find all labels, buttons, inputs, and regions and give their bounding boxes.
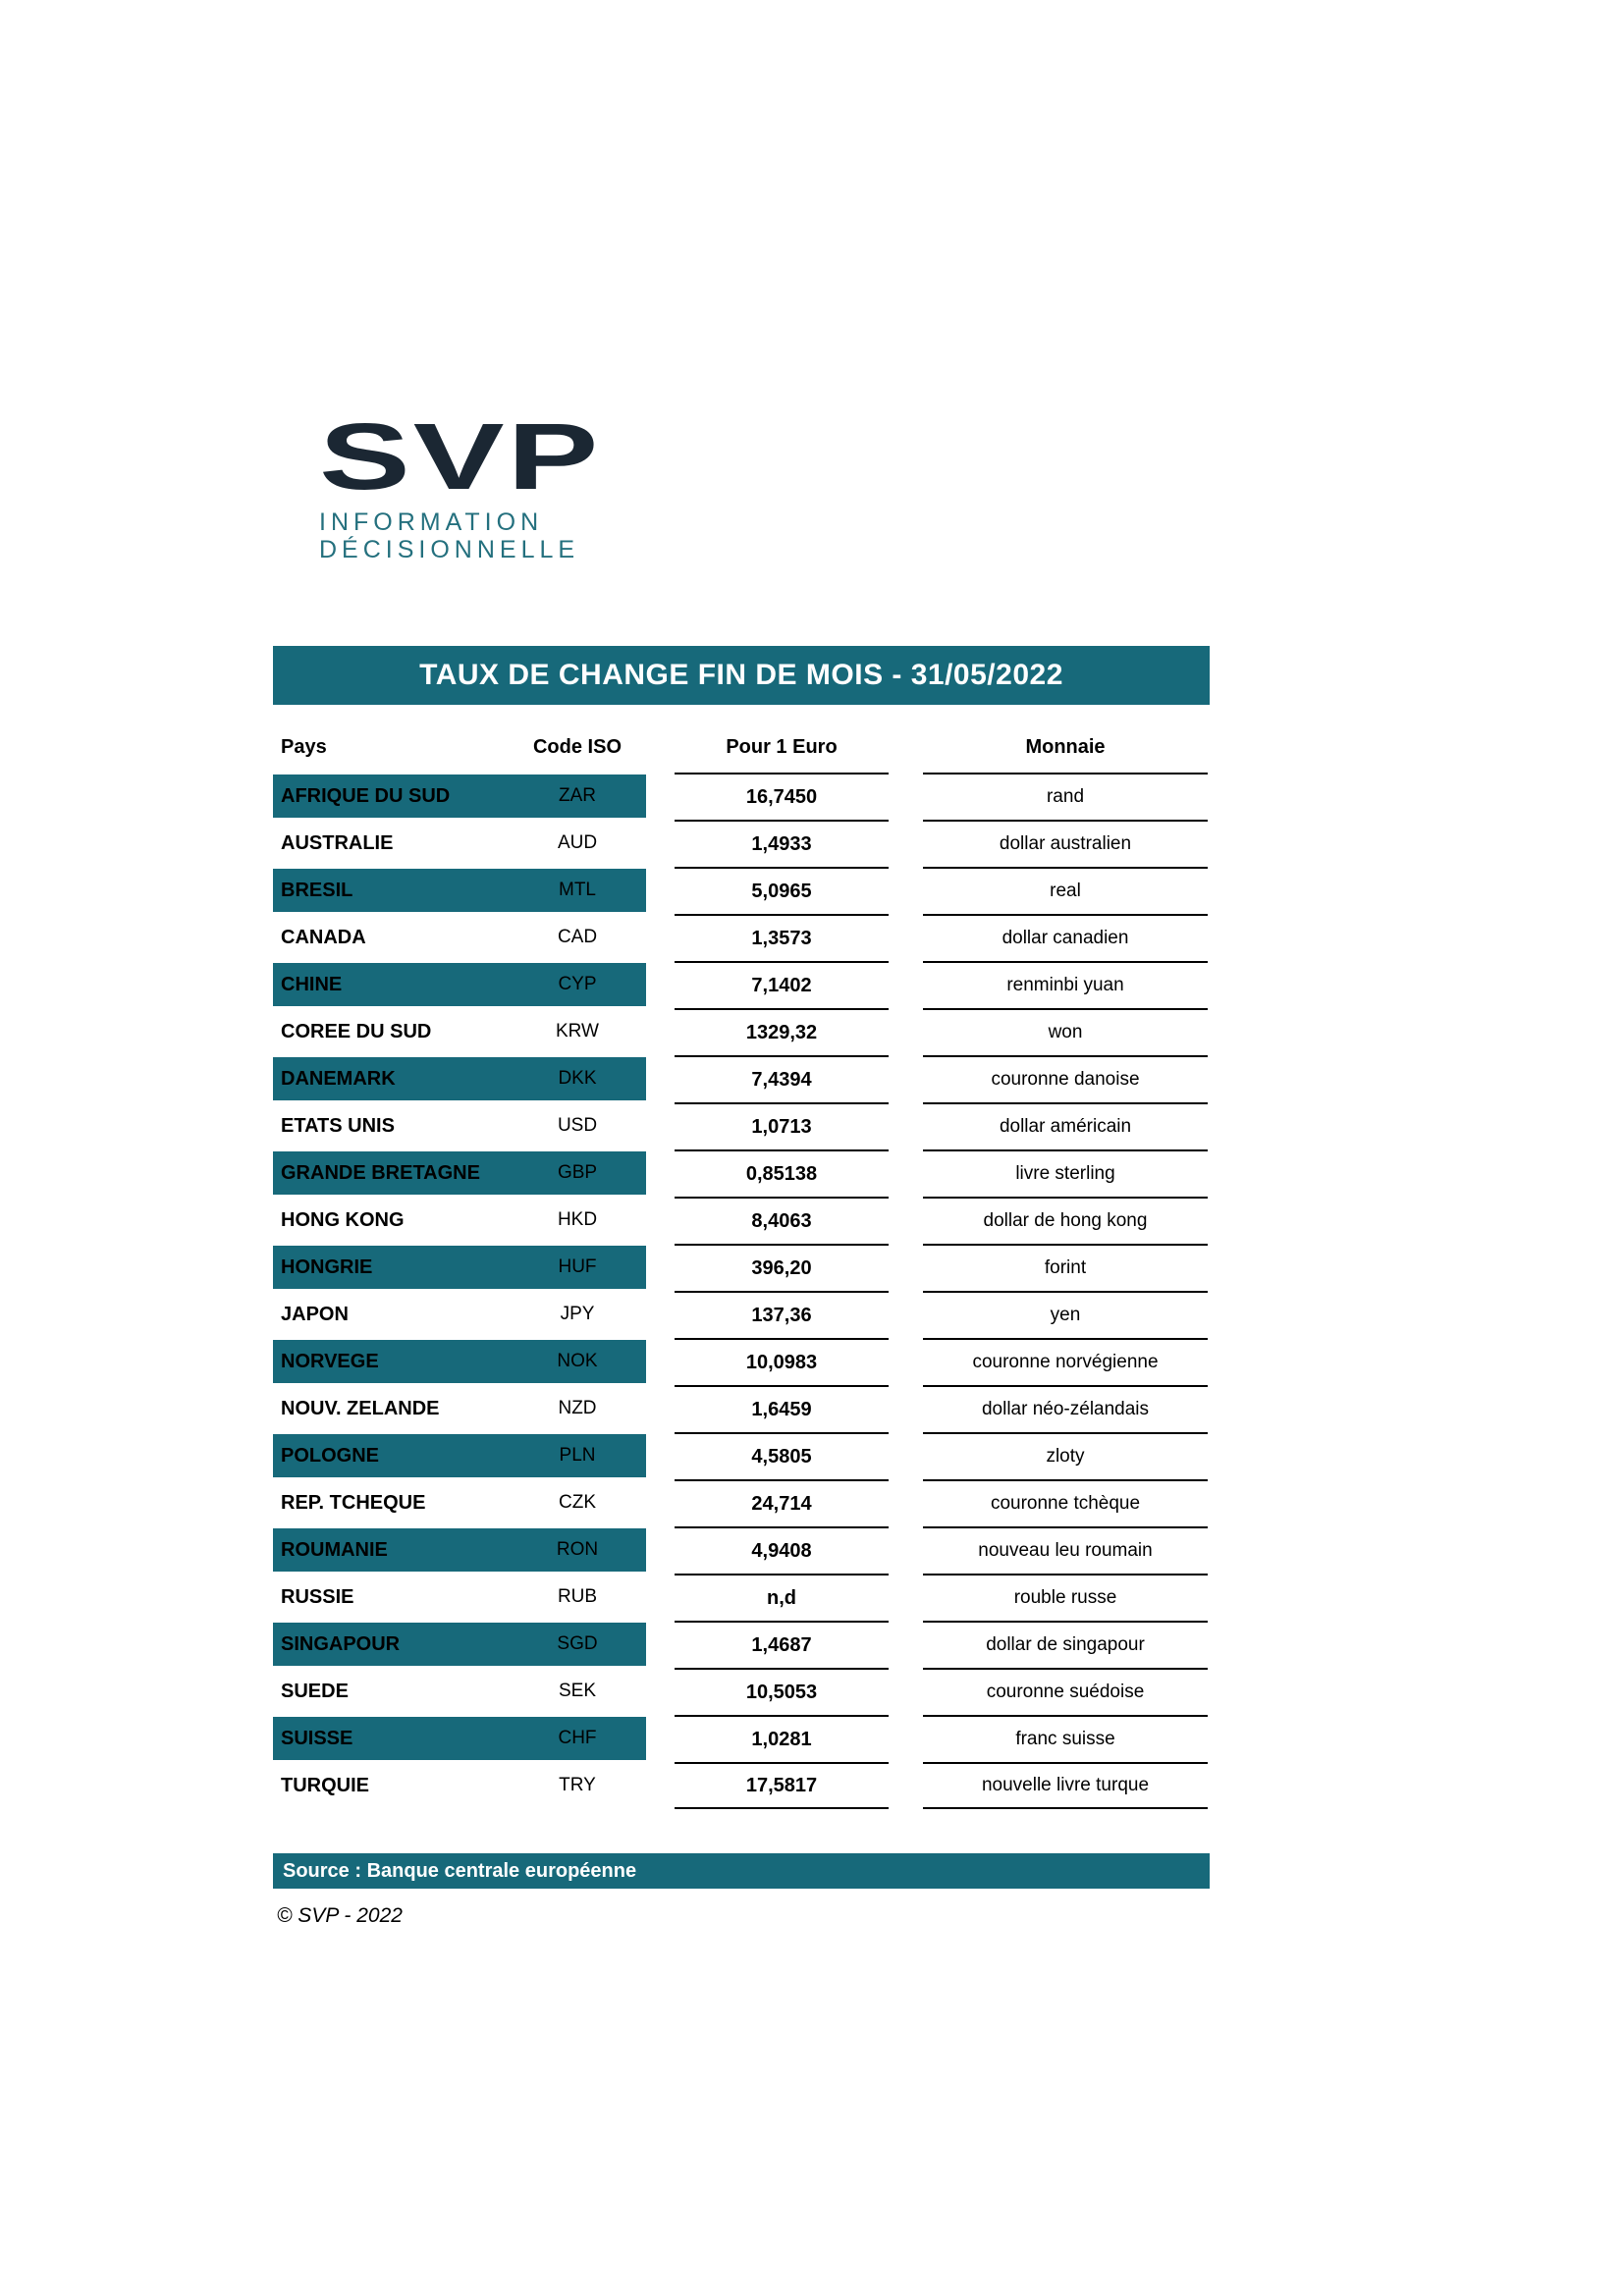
rate-value: 1329,32 (745, 1021, 818, 1043)
table-row (273, 820, 1210, 867)
table-row (273, 1197, 1210, 1244)
rate-value: 396,20 (751, 1256, 812, 1279)
rate-cell (675, 914, 889, 961)
country-cell (273, 1528, 646, 1572)
title-bar (273, 646, 1210, 705)
currency-cell (923, 773, 1208, 820)
iso-code: TRY (559, 1775, 596, 1795)
country-name: HONGRIE (281, 1255, 373, 1278)
iso-code: RON (556, 1539, 599, 1560)
country-name: ETATS UNIS (281, 1114, 395, 1137)
svp-logo-subtitle-line2: DÉCISIONNELLE (319, 536, 580, 563)
rate-value: 7,4394 (751, 1068, 812, 1091)
table-row (273, 1574, 1210, 1621)
rate-cell (675, 961, 889, 1008)
iso-code: CYP (558, 974, 597, 994)
currency-name: dollar de singapour (986, 1634, 1145, 1655)
iso-code: HKD (557, 1209, 598, 1230)
country-cell (273, 1717, 646, 1760)
currency-name: couronne danoise (991, 1069, 1140, 1090)
rate-cell (675, 1526, 889, 1574)
rate-value: 4,9408 (751, 1539, 812, 1562)
country-cell (273, 1293, 646, 1336)
iso-code: ZAR (559, 785, 596, 806)
currency-name: couronne suédoise (986, 1682, 1145, 1702)
table-header-row (273, 730, 1210, 773)
country-cell (273, 774, 646, 818)
currency-cell (923, 1197, 1208, 1244)
header-code-iso: Code ISO (532, 736, 622, 758)
country-cell (273, 1104, 646, 1148)
rate-value: 8,4063 (751, 1209, 812, 1232)
currency-name: nouveau leu roumain (978, 1540, 1153, 1561)
table-row (273, 1432, 1210, 1479)
currency-cell (923, 1715, 1208, 1762)
currency-name: rouble russe (1013, 1587, 1117, 1608)
currency-cell (923, 1008, 1208, 1055)
header-monnaie: Monnaie (1025, 736, 1106, 758)
currency-name: couronne norvégienne (972, 1352, 1159, 1372)
country-name: DANEMARK (281, 1067, 396, 1090)
rate-value: 0,85138 (745, 1162, 818, 1185)
country-cell (273, 1199, 646, 1242)
table-row (273, 961, 1210, 1008)
iso-code: CZK (559, 1492, 596, 1513)
svp-logo-subtitle-line1: INFORMATION (319, 508, 544, 536)
rate-value: n,d (767, 1586, 796, 1609)
rate-value: 17,5817 (745, 1774, 818, 1796)
table-row (273, 1244, 1210, 1291)
country-name: TURQUIE (281, 1774, 369, 1796)
table-row (273, 773, 1210, 820)
table-row (273, 1055, 1210, 1102)
rate-cell (675, 1432, 889, 1479)
country-name: RUSSIE (281, 1585, 354, 1608)
rate-cell (675, 1762, 889, 1809)
rate-value: 10,5053 (745, 1681, 818, 1703)
page-title: TAUX DE CHANGE FIN DE MOIS - 31/05/2022 (419, 659, 1063, 691)
currency-name: dollar canadien (1001, 928, 1129, 948)
currency-name: franc suisse (1015, 1729, 1115, 1749)
currency-cell (923, 1102, 1208, 1149)
rate-cell (675, 1385, 889, 1432)
country-cell (273, 1764, 646, 1807)
table-row (273, 1385, 1210, 1432)
currency-cell (923, 1291, 1208, 1338)
table-row (273, 1621, 1210, 1668)
country-cell (273, 1670, 646, 1713)
iso-code: HUF (558, 1256, 597, 1277)
source-text: Source : Banque centrale européenne (283, 1859, 637, 1882)
currency-name: renminbi yuan (1006, 975, 1124, 995)
header-pays: Pays (281, 736, 327, 758)
rate-value: 1,4687 (751, 1633, 812, 1656)
iso-code: NZD (558, 1398, 597, 1418)
iso-code: USD (557, 1115, 598, 1136)
currency-name: forint (1044, 1257, 1087, 1278)
table-row (273, 1338, 1210, 1385)
table-row (273, 1715, 1210, 1762)
iso-code: SGD (557, 1633, 598, 1654)
iso-code: KRW (556, 1021, 599, 1041)
currency-cell (923, 820, 1208, 867)
table-row (273, 1526, 1210, 1574)
currency-name: dollar de hong kong (983, 1210, 1148, 1231)
country-cell (273, 822, 646, 865)
country-cell (273, 963, 646, 1006)
currency-cell (923, 867, 1208, 914)
country-name: SINGAPOUR (281, 1632, 401, 1655)
rate-cell (675, 1715, 889, 1762)
svp-logo-wordmark: SVP (319, 404, 602, 509)
rate-cell (675, 820, 889, 867)
iso-code: AUD (557, 832, 598, 853)
country-name: JAPON (281, 1303, 349, 1325)
rate-value: 5,0965 (751, 880, 812, 902)
rate-value: 24,714 (751, 1492, 812, 1515)
country-cell (273, 1575, 646, 1619)
currency-name: won (1048, 1022, 1083, 1042)
rate-value: 10,0983 (745, 1351, 818, 1373)
iso-code: PLN (559, 1445, 596, 1466)
country-cell (273, 1246, 646, 1289)
currency-name: couronne tchèque (990, 1493, 1141, 1514)
currency-name: real (1050, 881, 1081, 901)
table-row (273, 1762, 1210, 1809)
country-cell (273, 1057, 646, 1100)
rate-value: 16,7450 (745, 785, 818, 808)
rate-value: 7,1402 (751, 974, 812, 996)
rate-cell (675, 1621, 889, 1668)
rate-value: 137,36 (751, 1304, 812, 1326)
currency-cell (923, 1432, 1208, 1479)
currency-cell (923, 914, 1208, 961)
source-bar (273, 1853, 1210, 1889)
header-pour-1-euro: Pour 1 Euro (726, 736, 838, 758)
rate-cell (675, 1668, 889, 1715)
country-name: REP. TCHEQUE (281, 1491, 426, 1514)
currency-cell (923, 1762, 1208, 1809)
iso-code: SEK (558, 1681, 597, 1701)
currency-cell (923, 1574, 1208, 1621)
iso-code: CAD (557, 927, 598, 947)
country-name: HONG KONG (281, 1208, 405, 1231)
currency-cell (923, 1479, 1208, 1526)
country-name: CHINE (281, 973, 343, 995)
currency-name: zloty (1046, 1446, 1085, 1467)
country-cell (273, 1010, 646, 1053)
country-cell (273, 916, 646, 959)
country-cell (273, 1623, 646, 1666)
table-row (273, 1149, 1210, 1197)
country-name: CANADA (281, 926, 366, 948)
currency-cell (923, 1244, 1208, 1291)
country-cell (273, 1481, 646, 1524)
currency-cell (923, 1149, 1208, 1197)
currency-cell (923, 1055, 1208, 1102)
currency-name: dollar australien (999, 833, 1132, 854)
table-row (273, 914, 1210, 961)
country-name: AFRIQUE DU SUD (281, 784, 451, 807)
rate-cell (675, 1197, 889, 1244)
rate-value: 4,5805 (751, 1445, 812, 1468)
rate-cell (675, 1338, 889, 1385)
table-row (273, 867, 1210, 914)
table-row (273, 1668, 1210, 1715)
currency-name: nouvelle livre turque (981, 1775, 1150, 1795)
iso-code: CHF (558, 1728, 597, 1748)
rate-value: 1,3573 (751, 927, 812, 949)
rate-cell (675, 1008, 889, 1055)
country-name: NOUV. ZELANDE (281, 1397, 440, 1419)
iso-code: JPY (560, 1304, 595, 1324)
rate-value: 1,0713 (751, 1115, 812, 1138)
rate-value: 1,4933 (751, 832, 812, 855)
country-name: ROUMANIE (281, 1538, 388, 1561)
rate-value: 1,6459 (751, 1398, 812, 1420)
country-name: POLOGNE (281, 1444, 380, 1467)
country-name: BRESIL (281, 879, 353, 901)
country-name: SUEDE (281, 1680, 349, 1702)
country-name: SUISSE (281, 1727, 353, 1749)
iso-code: RUB (557, 1586, 598, 1607)
svp-logo (319, 404, 602, 563)
country-name: AUSTRALIE (281, 831, 394, 854)
table-body (273, 773, 1210, 1809)
rate-cell (675, 1244, 889, 1291)
table-row (273, 1291, 1210, 1338)
currency-name: livre sterling (1015, 1163, 1115, 1184)
rate-cell (675, 773, 889, 820)
table-row (273, 1479, 1210, 1526)
rate-cell (675, 1055, 889, 1102)
rate-value: 1,0281 (751, 1728, 812, 1750)
rate-cell (675, 1291, 889, 1338)
rate-cell (675, 1102, 889, 1149)
currency-name: dollar néo-zélandais (981, 1399, 1150, 1419)
currency-name: rand (1046, 786, 1085, 807)
country-cell (273, 1387, 646, 1430)
currency-cell (923, 1338, 1208, 1385)
currency-cell (923, 1621, 1208, 1668)
country-name: GRANDE BRETAGNE (281, 1161, 480, 1184)
currency-cell (923, 961, 1208, 1008)
currency-name: yen (1050, 1305, 1081, 1325)
exchange-rate-table (273, 730, 1210, 1809)
currency-cell (923, 1385, 1208, 1432)
iso-code: MTL (559, 880, 596, 900)
rate-cell (675, 1149, 889, 1197)
iso-code: GBP (557, 1162, 598, 1183)
country-cell (273, 869, 646, 912)
table-row (273, 1102, 1210, 1149)
country-cell (273, 1434, 646, 1477)
rate-cell (675, 867, 889, 914)
country-name: COREE DU SUD (281, 1020, 432, 1042)
rate-cell (675, 1574, 889, 1621)
table-row (273, 1008, 1210, 1055)
currency-name: dollar américain (999, 1116, 1132, 1137)
currency-cell (923, 1668, 1208, 1715)
country-name: NORVEGE (281, 1350, 379, 1372)
country-cell (273, 1151, 646, 1195)
rate-cell (675, 1479, 889, 1526)
currency-cell (923, 1526, 1208, 1574)
country-cell (273, 1340, 646, 1383)
iso-code: DKK (558, 1068, 597, 1089)
copyright-text: © SVP - 2022 (277, 1904, 403, 1927)
iso-code: NOK (557, 1351, 598, 1371)
